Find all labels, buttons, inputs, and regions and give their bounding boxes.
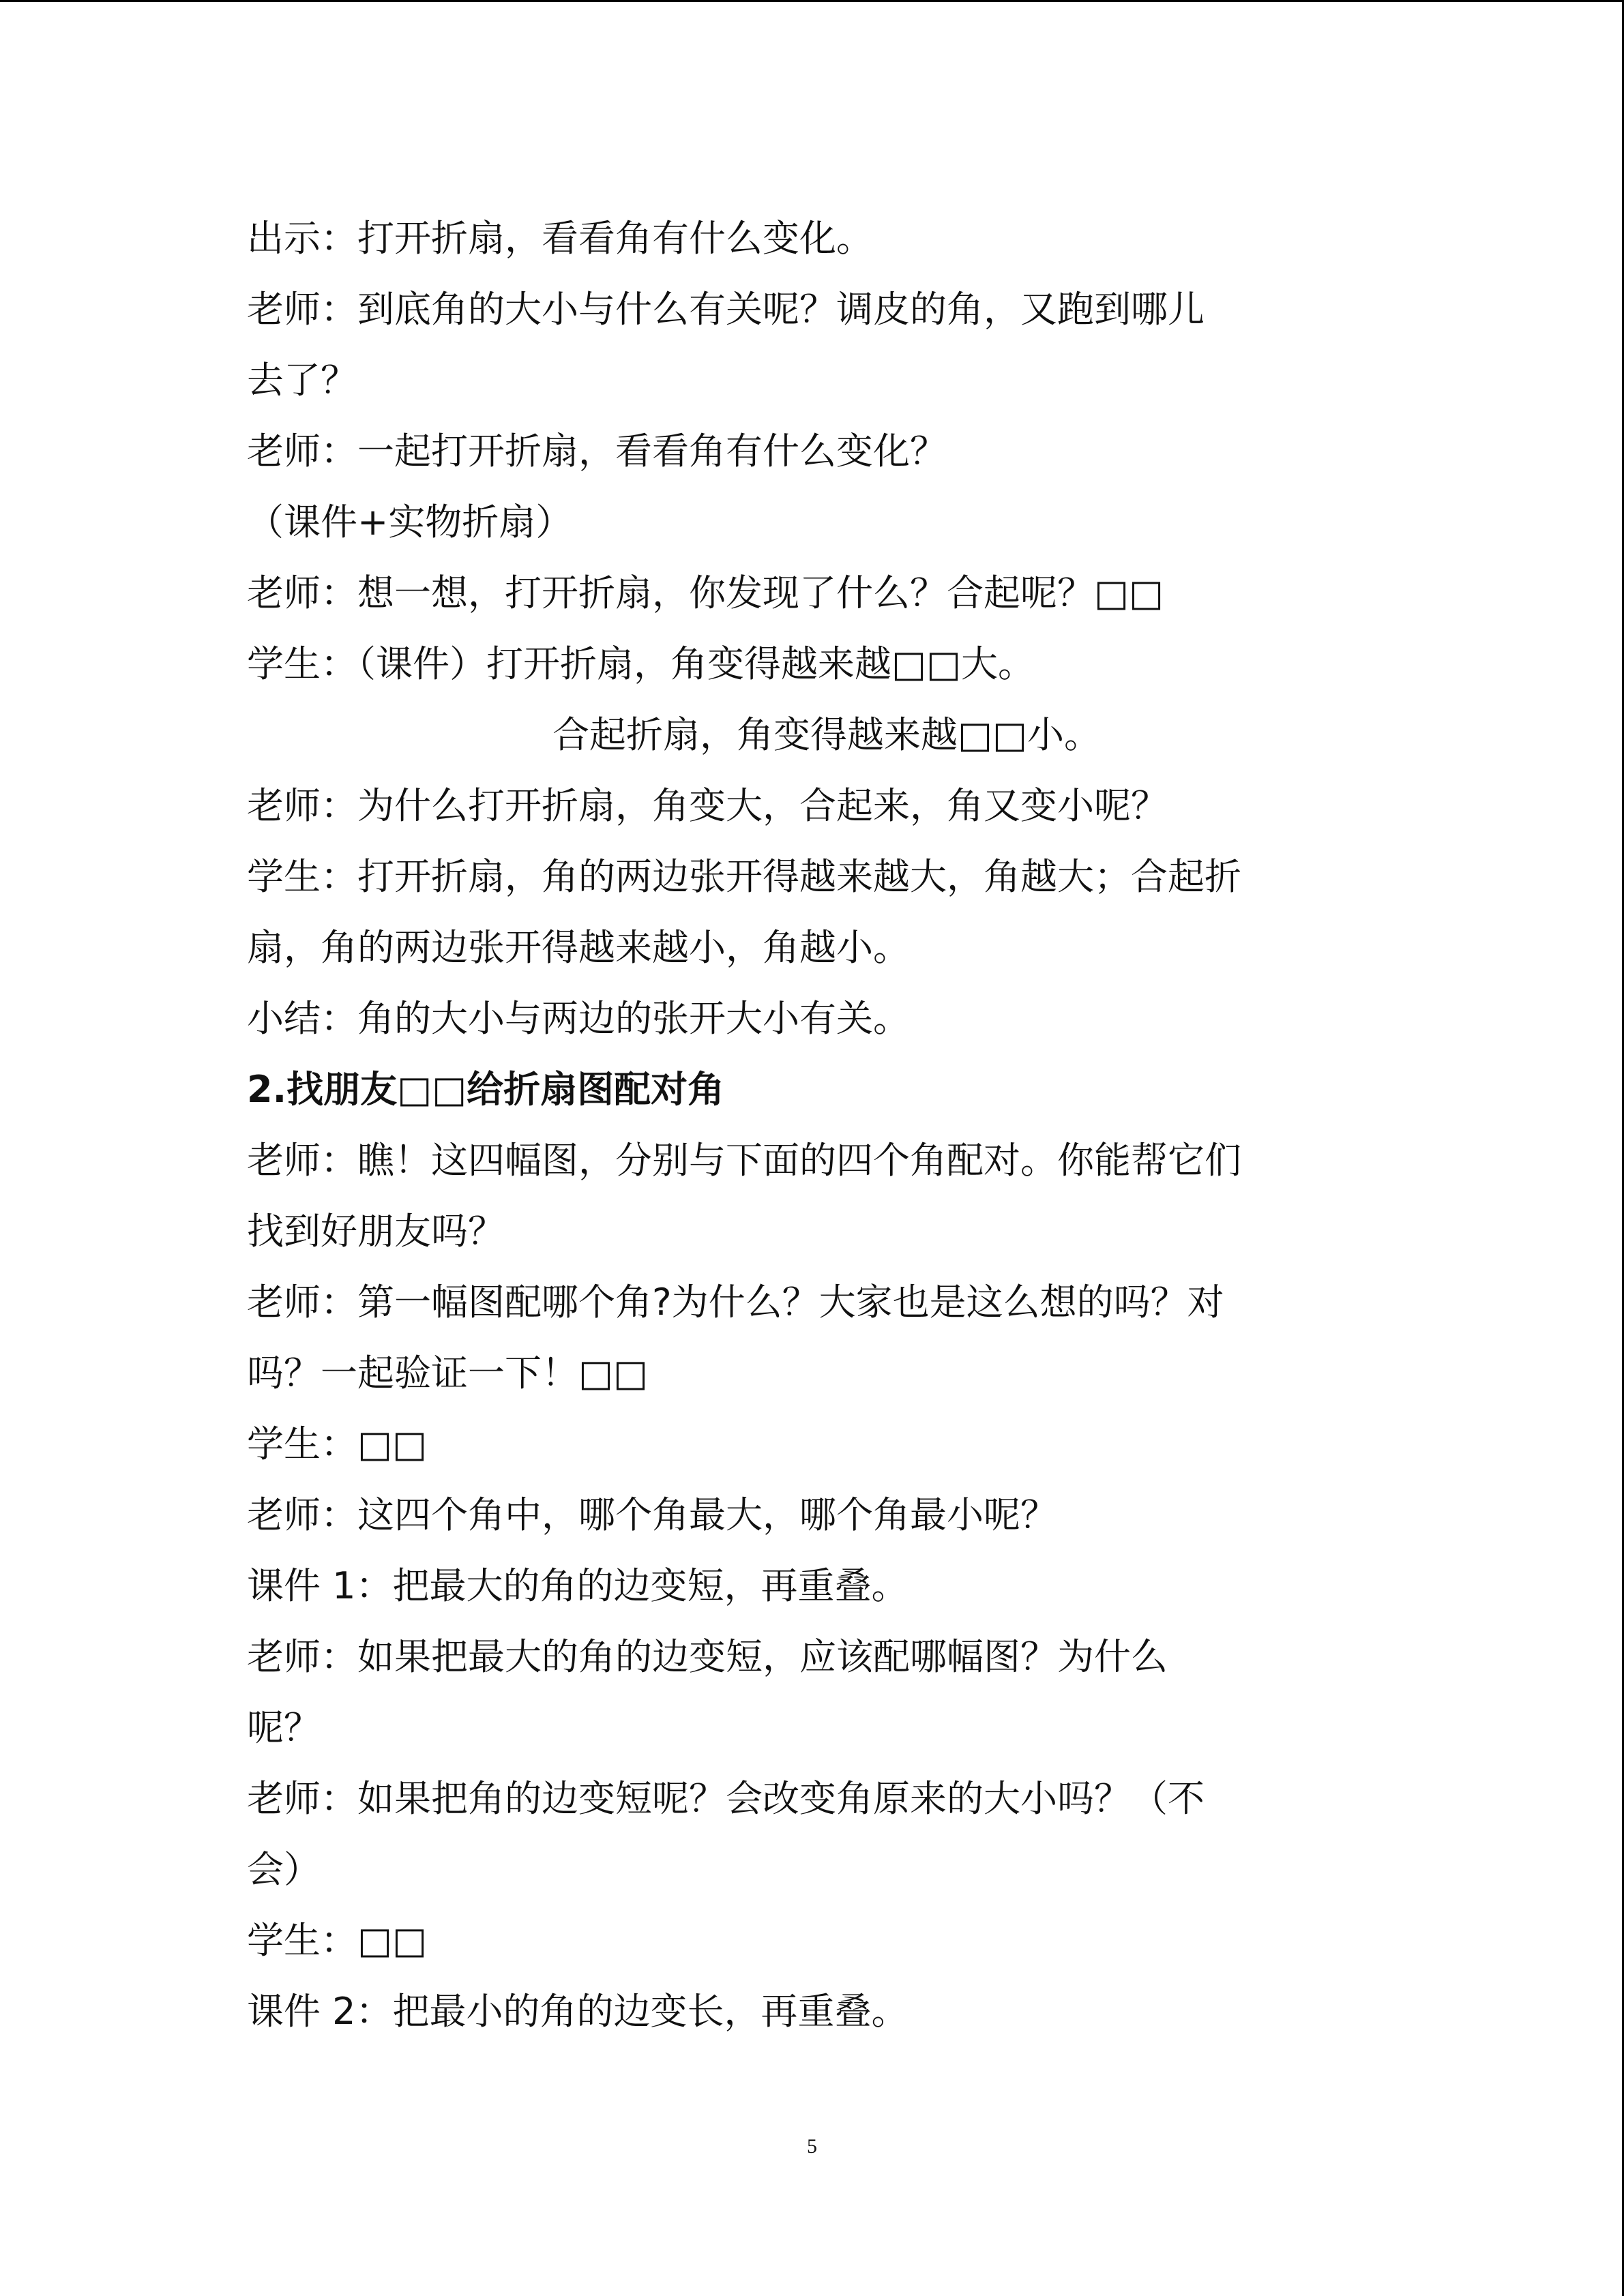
text-line: 会） [247,1848,321,1891]
text-line: 扇，角的两边张开得越来越小，角越小。 [247,926,910,969]
text-line: 吗？一起验证一下！□□ [247,1352,649,1395]
text-line: 呢？ [247,1706,321,1749]
text-line: 学生：□□ [247,1422,428,1465]
text-line: 老师：为什么打开折扇，角变大，合起来，角又变小呢？ [247,784,1168,827]
text-line: 老师：如果把最大的角的边变短，应该配哪幅图？为什么 [247,1635,1168,1678]
text-line-indented: 合起折扇，角变得越来越□□小。 [552,713,1102,756]
text-line: 学生：打开折扇，角的两边张开得越来越大，角越大；合起折 [247,855,1241,898]
text-line: 课件 1：把最大的角的边变短，再重叠。 [247,1564,909,1607]
text-line: 去了？ [247,359,357,402]
text-line: 找到好朋友吗？ [247,1210,505,1253]
text-line: 老师：这四个角中，哪个角最大，哪个角最小呢？ [247,1493,1057,1536]
text-line: （课件+实物折扇） [247,501,573,543]
text-line: 老师：想一想，打开折扇，你发现了什么？合起呢？□□ [247,571,1164,614]
text-line: 学生：□□ [247,1919,428,1962]
text-line: 小结：角的大小与两边的张开大小有关。 [247,997,910,1040]
page-border-top [0,0,1624,2]
text-line: 老师：到底角的大小与什么有关呢？调皮的角，又跑到哪儿 [247,288,1205,331]
section-heading: 2.找朋友□□给折扇图配对角 [247,1068,725,1111]
text-line: 出示：打开折扇，看看角有什么变化。 [247,217,873,260]
text-line: 老师：第一幅图配哪个角?为什么？大家也是这么想的吗？对 [247,1281,1224,1324]
document-body [247,203,1406,2047]
text-line: 老师：瞧！这四幅图，分别与下面的四个角配对。你能帮它们 [247,1139,1241,1182]
text-line: 老师：如果把角的边变短呢？会改变角原来的大小吗？（不 [247,1777,1205,1820]
text-line: 学生：（课件）打开折扇，角变得越来越□□大。 [247,642,1035,685]
text-line: 老师：一起打开折扇，看看角有什么变化？ [247,430,947,473]
text-line: 课件 2：把最小的角的边变长，再重叠。 [247,1990,909,2033]
page-number: 5 [807,2135,817,2158]
